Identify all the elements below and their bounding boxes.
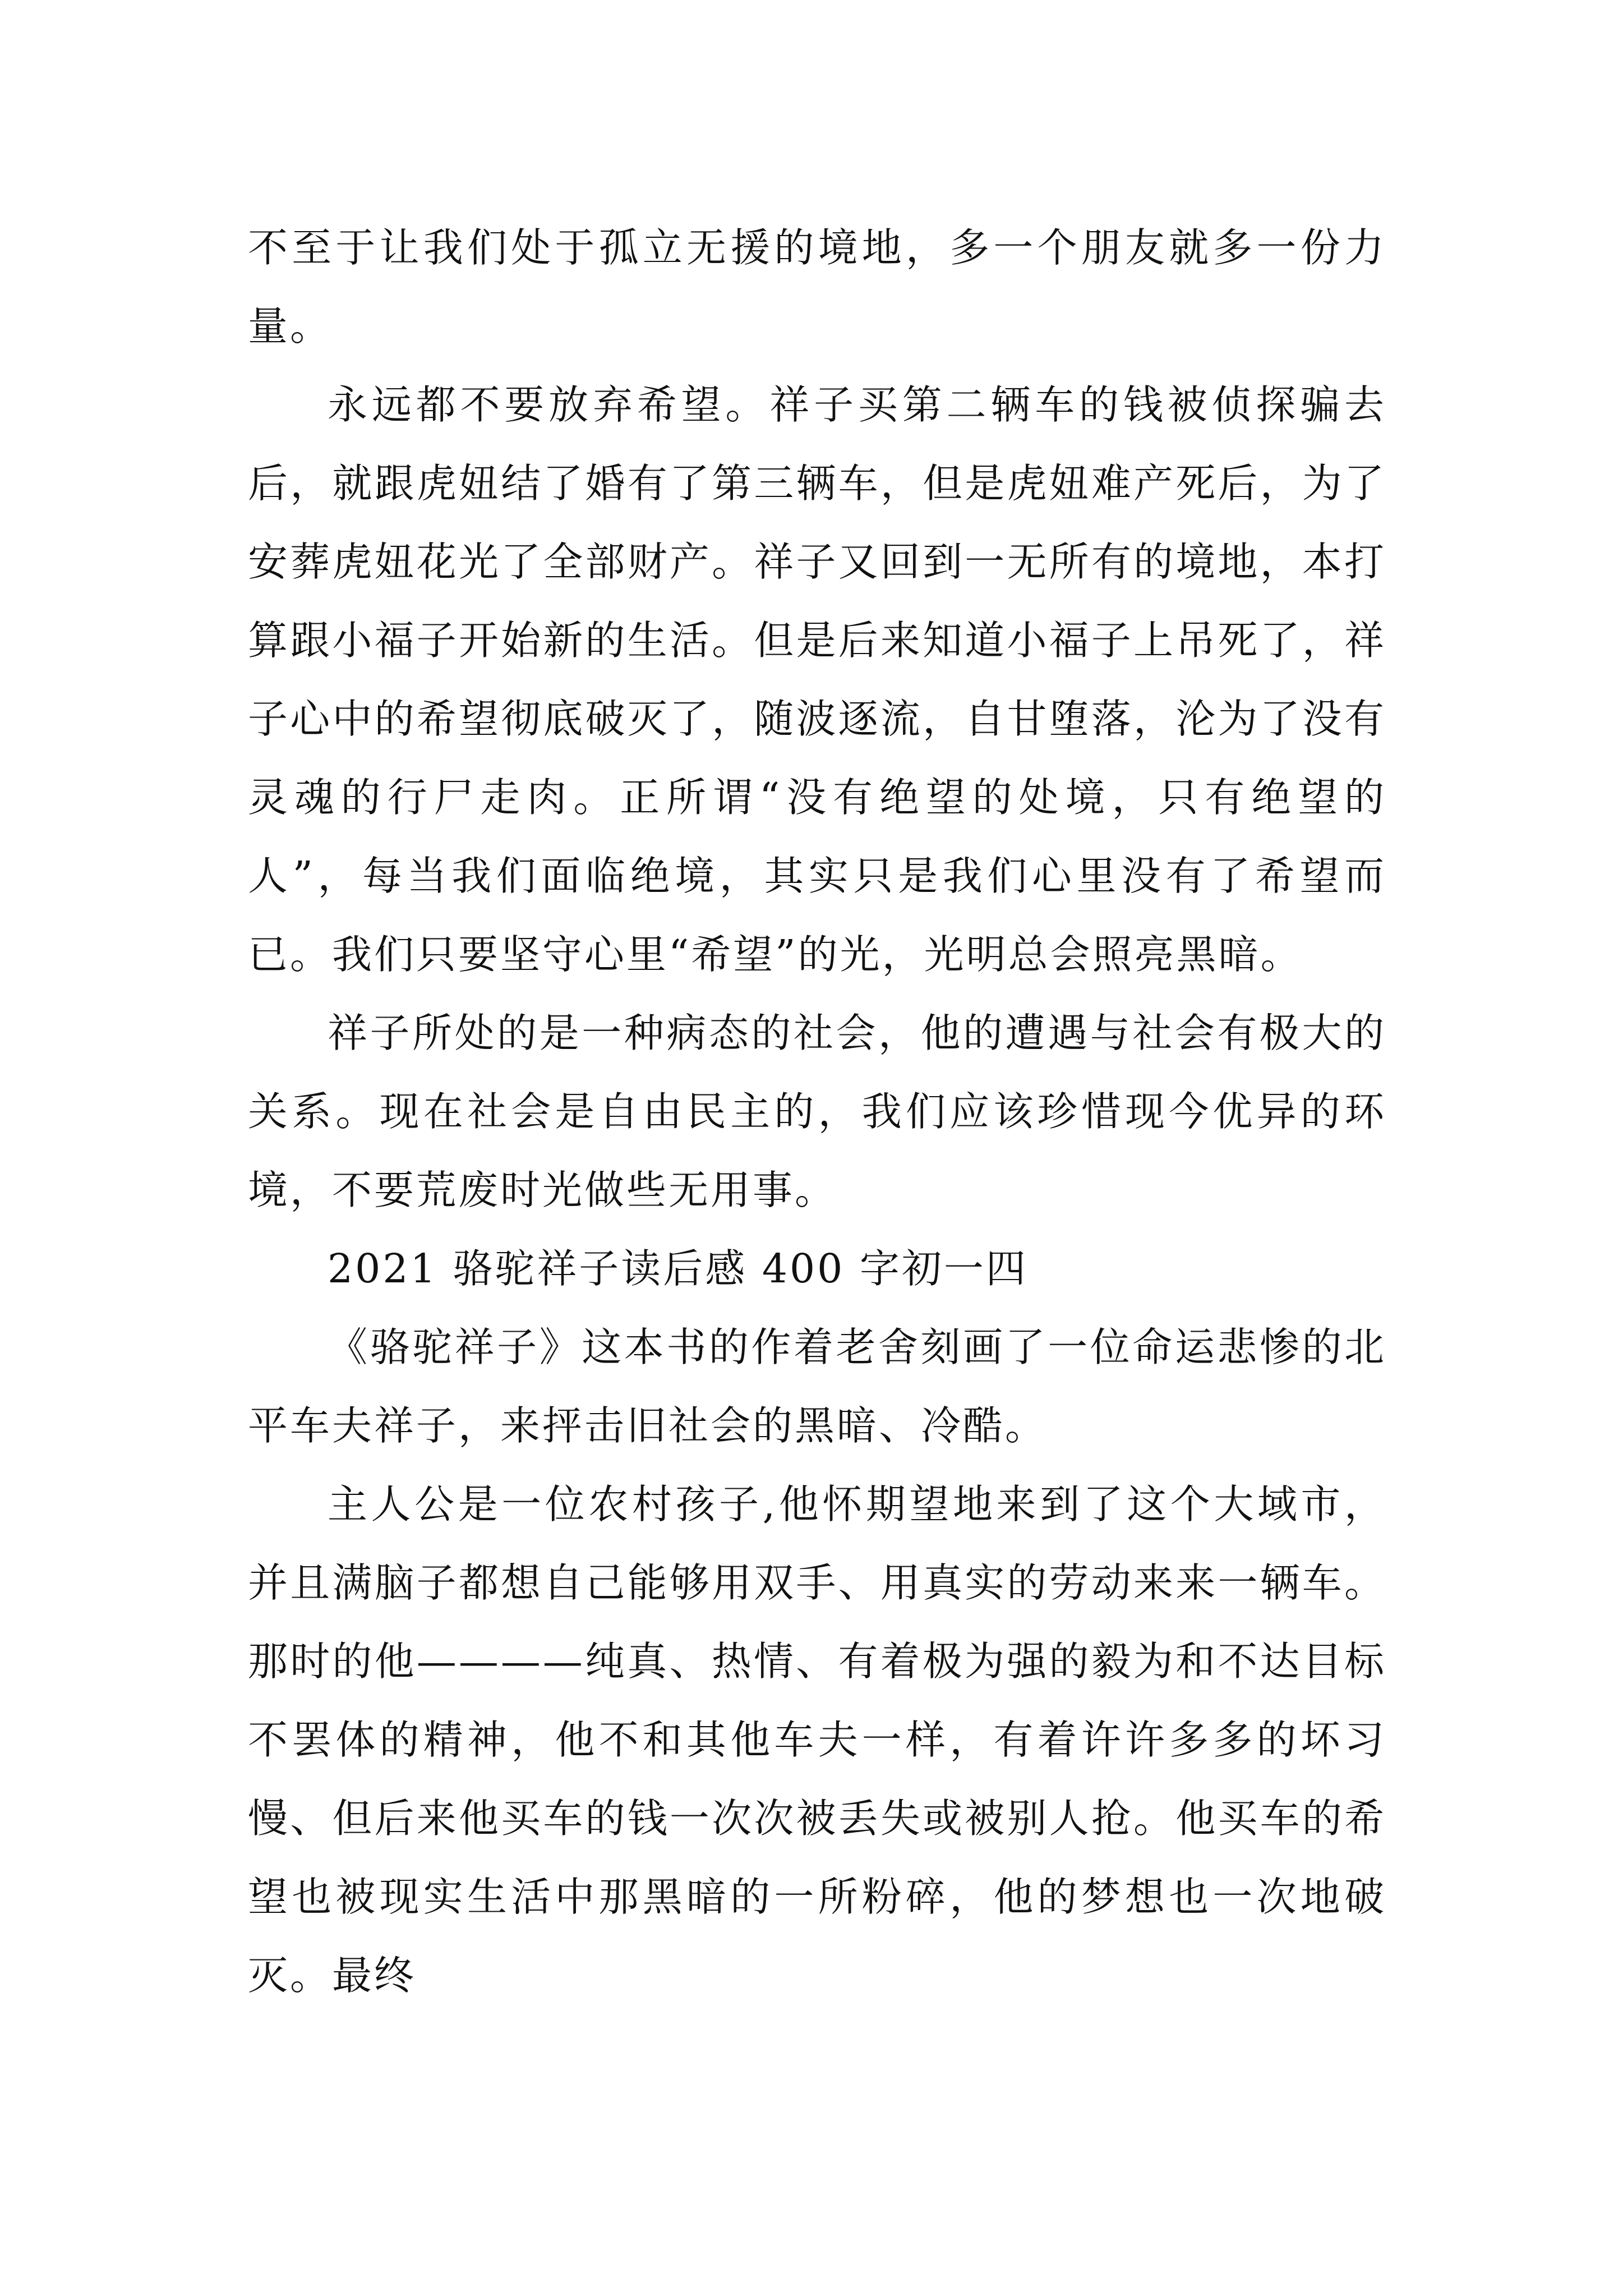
section-heading: 2021 骆驼祥子读后感 400 字初一四 bbox=[328, 1245, 1028, 1292]
paragraph-hope: 永远都不要放弃希望。祥子买第二辆车的钱被侦探骗去后，就跟虎妞结了婚有了第三辆车，但是虎妞难产死后，为了安葬虎妞花光了全部财产。祥子又回到一无所有的境地，本打算跟小福子开始新的生活。但是后来知道小福子上吊死了，祥子心中的希望彻底破灭了，随波逐流，自甘堕落，沦为了没有灵魂的行尸走肉。正所谓“没有绝望的处境，只有绝望的人”，每当我们面临绝境，其实只是我们心里没有了希望而已。我们只要坚守心里“希望”的光，光明总会照亮黑暗。 bbox=[248, 381, 1386, 978]
paragraph-intro: 《骆驼祥子》这本书的作着老舍刻画了一位命运悲惨的北平车夫祥子，来抨击旧社会的黑暗、冷酷。 bbox=[248, 1324, 1386, 1449]
paragraph-continuation: 不至于让我们处于孤立无援的境地，多一个朋友就多一份力量。 bbox=[248, 224, 1386, 349]
document-body bbox=[248, 209, 1386, 2015]
paragraph-protagonist: 主人公是一位农村孩子,他怀期望地来到了这个大域市，并且满脑子都想自己能够用双手、用真实的劳动来来一辆车。那时的他————纯真、热情、有着极为强的毅为和不达目标不罢体的精神，他不和其他车夫一样，有着许许多多的坏习慢、但后来他买车的钱一次次被丢失或被别人抢。他买车的希望也被现实生活中那黑暗的一所粉碎，他的梦想也一次地破灭。最终 bbox=[248, 1481, 1386, 1999]
paragraph-society: 祥子所处的是一种病态的社会，他的遭遇与社会有极大的关系。现在社会是自由民主的，我们应该珍惜现今优异的环境，不要荒废时光做些无用事。 bbox=[248, 1010, 1386, 1213]
